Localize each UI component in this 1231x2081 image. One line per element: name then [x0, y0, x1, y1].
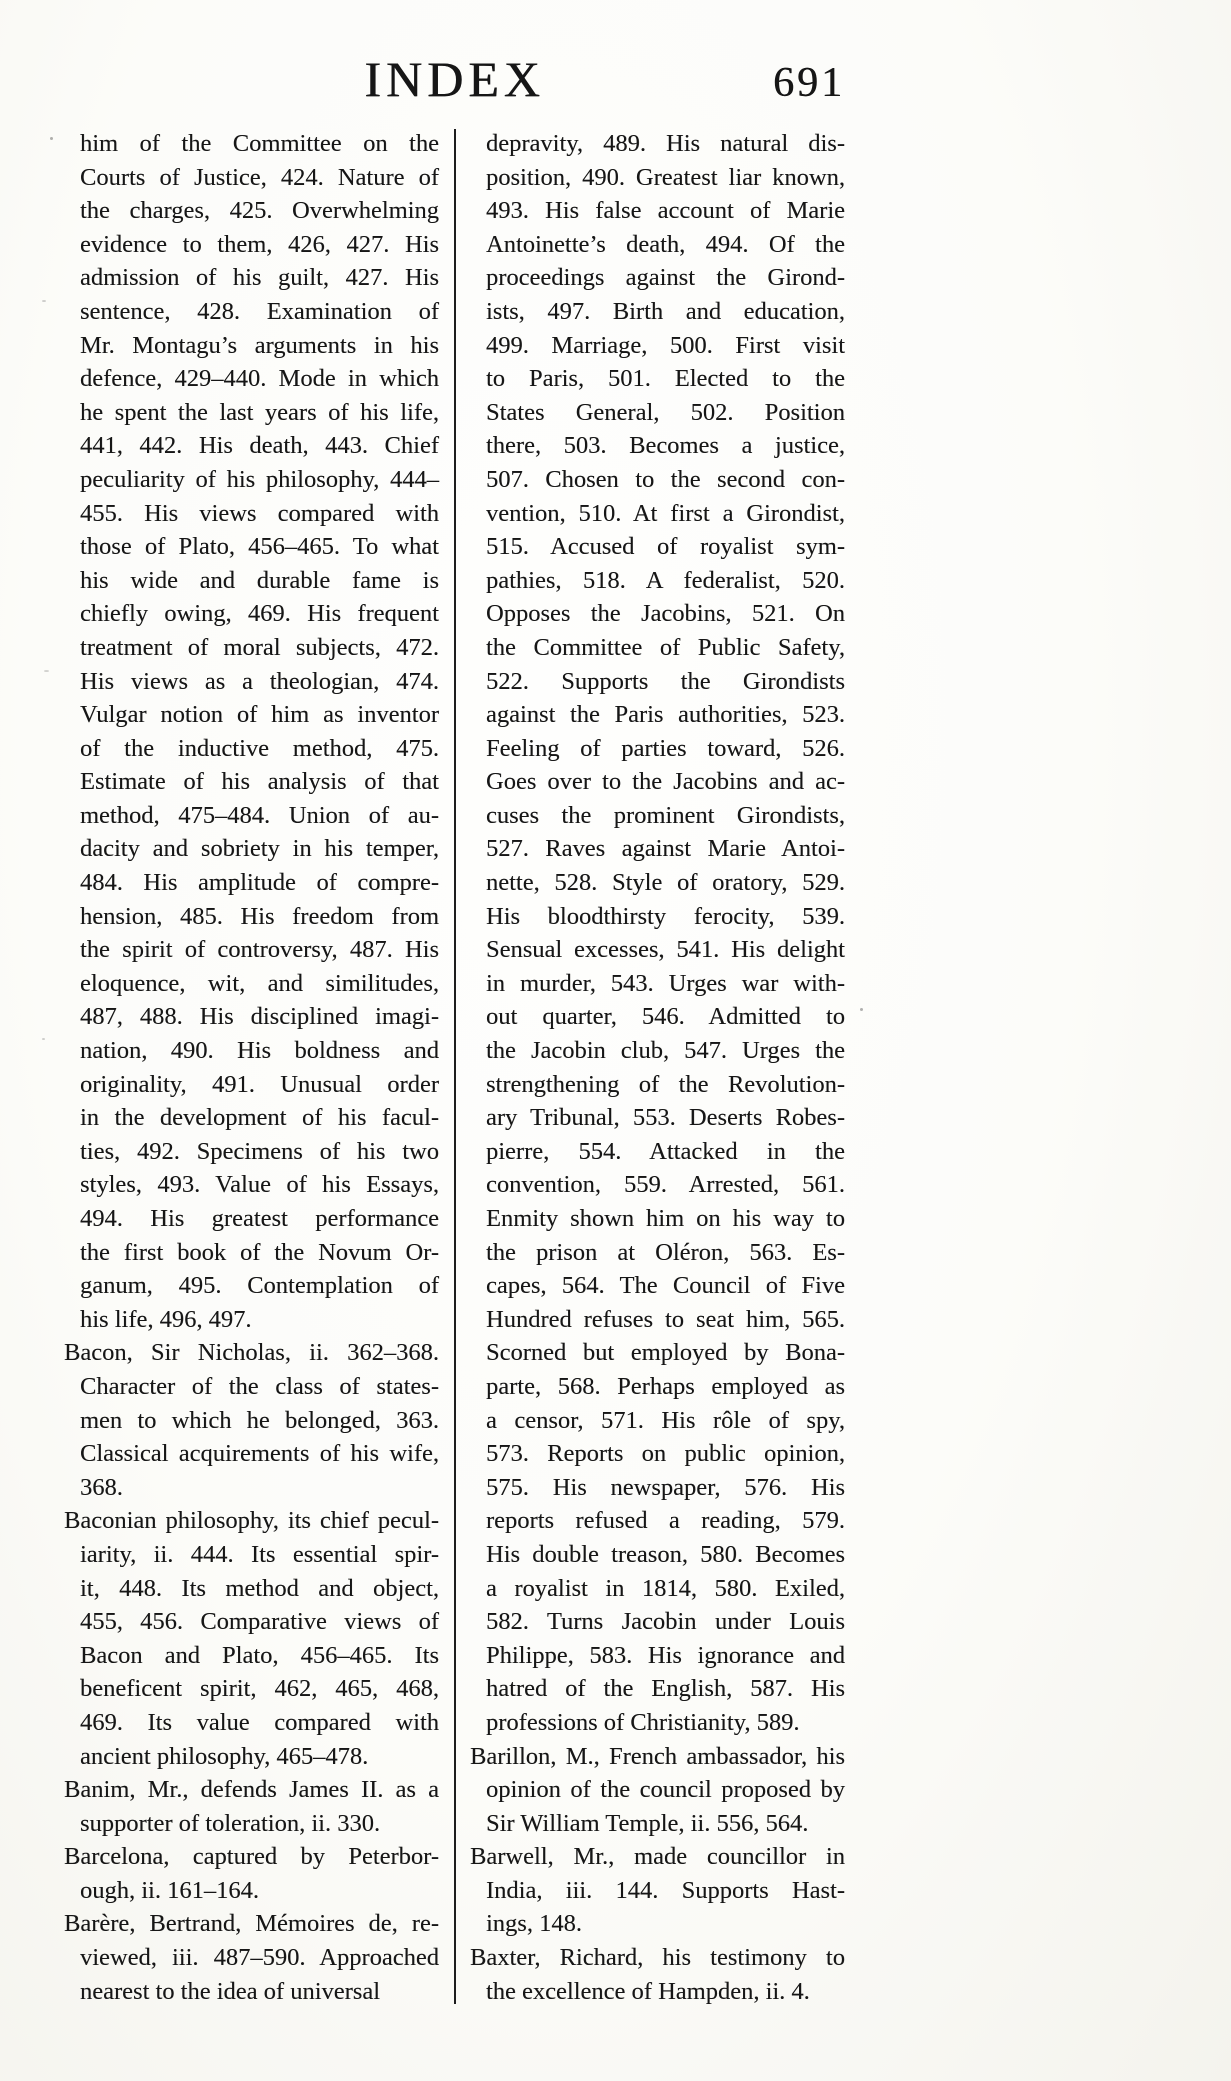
index-line: the charges, 425. Overwhelming: [80, 197, 439, 225]
index-line: ary Tribunal, 553. Deserts Robes-: [486, 1104, 845, 1132]
index-line: 582. Turns Jacobin under Louis: [486, 1608, 845, 1636]
index-line: Bacon, Sir Nicholas, ii. 362–368.: [64, 1339, 439, 1367]
index-line: His views as a theologian, 474.: [80, 667, 439, 695]
index-line: defence, 429–440. Mode in which: [80, 365, 439, 393]
index-line: reports refused a reading, 579.: [486, 1507, 845, 1535]
index-line: his wide and durable fame is: [80, 566, 439, 594]
column-left: [64, 127, 439, 2008]
index-line: dacity and sobriety in his temper,: [80, 835, 439, 863]
index-entry-continuation: [64, 127, 439, 1336]
index-line: sentence, 428. Examination of: [80, 297, 439, 325]
index-line: Bacon and Plato, 456–465. Its: [80, 1641, 439, 1669]
index-line: Barwell, Mr., made councillor in: [470, 1843, 845, 1871]
scan-speck: [42, 300, 46, 302]
index-line: Hundred refuses to seat him, 565.: [486, 1305, 845, 1333]
index-line: Barillon, M., French ambassador, his: [470, 1742, 845, 1770]
index-entry: [470, 1740, 845, 1841]
index-line: it, 448. Its method and object,: [80, 1574, 439, 1602]
index-text-block: [64, 127, 845, 2008]
scan-speck: [44, 670, 49, 672]
index-line: men to which he belonged, 363.: [80, 1406, 439, 1434]
index-line: His double treason, 580. Becomes: [486, 1540, 845, 1568]
scan-speck: [50, 137, 53, 140]
index-line: Scorned but employed by Bona-: [486, 1339, 845, 1367]
index-line: Enmity shown him on his way to: [486, 1205, 845, 1232]
index-line: iarity, ii. 444. Its essential spir-: [80, 1540, 439, 1568]
index-line: Courts of Justice, 424. Nature of: [80, 163, 439, 191]
index-line: capes, 564. The Council of Five: [486, 1272, 845, 1300]
index-line: Opposes the Jacobins, 521. On: [486, 600, 845, 628]
index-line: Baconian philosophy, its chief pecul-: [64, 1507, 439, 1535]
index-entry: [64, 1907, 439, 2008]
page-title: INDEX: [364, 51, 545, 107]
index-line: treatment of moral subjects, 472.: [80, 633, 439, 661]
index-line: there, 503. Becomes a justice,: [486, 432, 845, 460]
index-line: viewed, iii. 487–590. Approached: [80, 1944, 439, 1972]
index-line: depravity, 489. His natural dis-: [486, 130, 845, 157]
index-line: 487, 488. His disciplined imagi-: [80, 1003, 439, 1031]
index-line: chiefly owing, 469. His frequent: [80, 600, 439, 628]
index-line: 507. Chosen to the second con-: [486, 465, 845, 493]
index-line: 484. His amplitude of compre-: [80, 869, 439, 897]
index-entry: [64, 1504, 439, 1773]
index-line: the Committee of Public Safety,: [486, 633, 845, 661]
index-line: of the inductive method, 475.: [80, 734, 439, 762]
index-line: opinion of the council proposed by: [486, 1776, 845, 1804]
index-line: Barcelona, captured by Peterbor-: [64, 1843, 439, 1871]
index-line: 469. Its value compared with: [80, 1708, 439, 1736]
index-line: strengthening of the Revolution-: [486, 1070, 845, 1098]
index-line: 522. Supports the Girondists: [486, 667, 845, 695]
index-line: eloquence, wit, and similitudes,: [80, 969, 439, 997]
index-line: nette, 528. Style of oratory, 529.: [486, 869, 845, 897]
index-line: the spirit of controversy, 487. His: [80, 936, 439, 964]
index-line: to Paris, 501. Elected to the: [486, 365, 845, 393]
index-line: pathies, 518. A federalist, 520.: [486, 566, 845, 594]
index-line: Sensual excesses, 541. His delight: [486, 936, 845, 964]
index-line: in the development of his facul-: [80, 1104, 439, 1132]
index-line: 527. Raves against Marie Antoi-: [486, 835, 845, 863]
index-line: Barère, Bertrand, Mémoires de, re-: [64, 1910, 439, 1938]
index-line: Philippe, 583. His ignorance and: [486, 1641, 845, 1669]
index-line: a royalist in 1814, 580. Exiled,: [486, 1574, 845, 1602]
index-line: admission of his guilt, 427. His: [80, 264, 439, 292]
index-line: nearest to the idea of universal: [80, 1977, 381, 2005]
index-line: 493. His false account of Marie: [486, 197, 845, 225]
index-line: cuses the prominent Girondists,: [486, 801, 845, 829]
index-line: method, 475–484. Union of au-: [80, 801, 439, 829]
index-line: hatred of the English, 587. His: [486, 1675, 845, 1703]
index-line: Sir William Temple, ii. 556, 564.: [486, 1809, 809, 1837]
index-line: ganum, 495. Contemplation of: [80, 1272, 439, 1300]
index-line: in murder, 543. Urges war with-: [486, 969, 845, 997]
index-entry: [64, 1773, 439, 1840]
index-line: ancient philosophy, 465–478.: [80, 1742, 369, 1770]
page-number: 691: [773, 60, 845, 106]
index-line: position, 490. Greatest liar known,: [486, 163, 845, 191]
index-line: Baxter, Richard, his testimony to: [470, 1944, 845, 1972]
column-divider-rule: [454, 129, 456, 2004]
index-line: ough, ii. 161–164.: [80, 1876, 259, 1904]
index-line: originality, 491. Unusual order: [80, 1070, 439, 1098]
index-line: convention, 559. Arrested, 561.: [486, 1171, 845, 1199]
index-line: peculiarity of his philosophy, 444–: [80, 465, 439, 493]
index-line: a censor, 571. His rôle of spy,: [486, 1406, 845, 1434]
page-header: [64, 51, 845, 114]
index-line: Estimate of his analysis of that: [80, 768, 439, 796]
scan-speck: [42, 1038, 45, 1040]
index-line: ings, 148.: [486, 1910, 582, 1938]
index-line: against the Paris authorities, 523.: [486, 701, 845, 729]
index-entry: [470, 1840, 845, 1941]
index-line: Vulgar notion of him as inventor: [80, 701, 439, 729]
index-entry-continuation: [470, 127, 845, 1740]
index-line: India, iii. 144. Supports Hast-: [486, 1876, 845, 1904]
index-line: ists, 497. Birth and education,: [486, 297, 845, 325]
index-line: those of Plato, 456–465. To what: [80, 533, 439, 561]
index-line: him of the Committee on the: [80, 130, 439, 157]
index-line: beneficent spirit, 462, 465, 468,: [80, 1675, 439, 1703]
index-entry: [64, 1840, 439, 1907]
index-line: States General, 502. Position: [486, 398, 845, 426]
index-line: 441, 442. His death, 443. Chief: [80, 432, 439, 460]
index-line: ties, 492. Specimens of his two: [80, 1137, 439, 1165]
index-line: the excellence of Hampden, ii. 4.: [486, 1977, 810, 2005]
index-line: professions of Christianity, 589.: [486, 1708, 800, 1736]
index-line: the Jacobin club, 547. Urges the: [486, 1037, 845, 1065]
column-right: [470, 127, 845, 2008]
index-line: vention, 510. At first a Girondist,: [486, 499, 845, 527]
index-line: 575. His newspaper, 576. His: [486, 1473, 845, 1501]
index-line: 573. Reports on public opinion,: [486, 1440, 845, 1468]
index-line: Feeling of parties toward, 526.: [486, 734, 845, 762]
index-line: proceedings against the Girond-: [486, 264, 845, 292]
index-line: supporter of toleration, ii. 330.: [80, 1809, 381, 1837]
index-line: 494. His greatest performance: [80, 1205, 439, 1232]
index-line: pierre, 554. Attacked in the: [486, 1137, 845, 1165]
index-line: Goes over to the Jacobins and ac-: [486, 768, 845, 796]
index-line: His bloodthirsty ferocity, 539.: [486, 902, 845, 930]
index-entry: [64, 1336, 439, 1504]
index-line: his life, 496, 497.: [80, 1305, 252, 1333]
index-entry: [470, 1941, 845, 2008]
index-line: he spent the last years of his life,: [80, 398, 439, 426]
index-line: 455. His views compared with: [80, 499, 439, 527]
index-line: 368.: [80, 1473, 123, 1501]
index-line: parte, 568. Perhaps employed as: [486, 1372, 845, 1400]
index-line: Classical acquirements of his wife,: [80, 1440, 439, 1468]
index-line: Antoinette’s death, 494. Of the: [486, 230, 845, 258]
scan-speck: [860, 1008, 863, 1011]
index-line: out quarter, 546. Admitted to: [486, 1003, 845, 1031]
index-line: the prison at Oléron, 563. Es-: [486, 1238, 845, 1266]
index-line: evidence to them, 426, 427. His: [80, 230, 439, 258]
index-line: hension, 485. His freedom from: [80, 902, 439, 930]
index-line: styles, 493. Value of his Essays,: [80, 1171, 439, 1199]
index-line: 499. Marriage, 500. First visit: [486, 331, 845, 359]
index-line: Character of the class of states-: [80, 1372, 439, 1400]
index-line: nation, 490. His boldness and: [80, 1037, 439, 1065]
index-line: Mr. Montagu’s arguments in his: [80, 331, 439, 359]
index-line: 455, 456. Comparative views of: [80, 1608, 439, 1636]
index-line: the first book of the Novum Or-: [80, 1238, 439, 1266]
index-line: 515. Accused of royalist sym-: [486, 533, 845, 561]
index-line: Banim, Mr., defends James II. as a: [64, 1776, 439, 1804]
